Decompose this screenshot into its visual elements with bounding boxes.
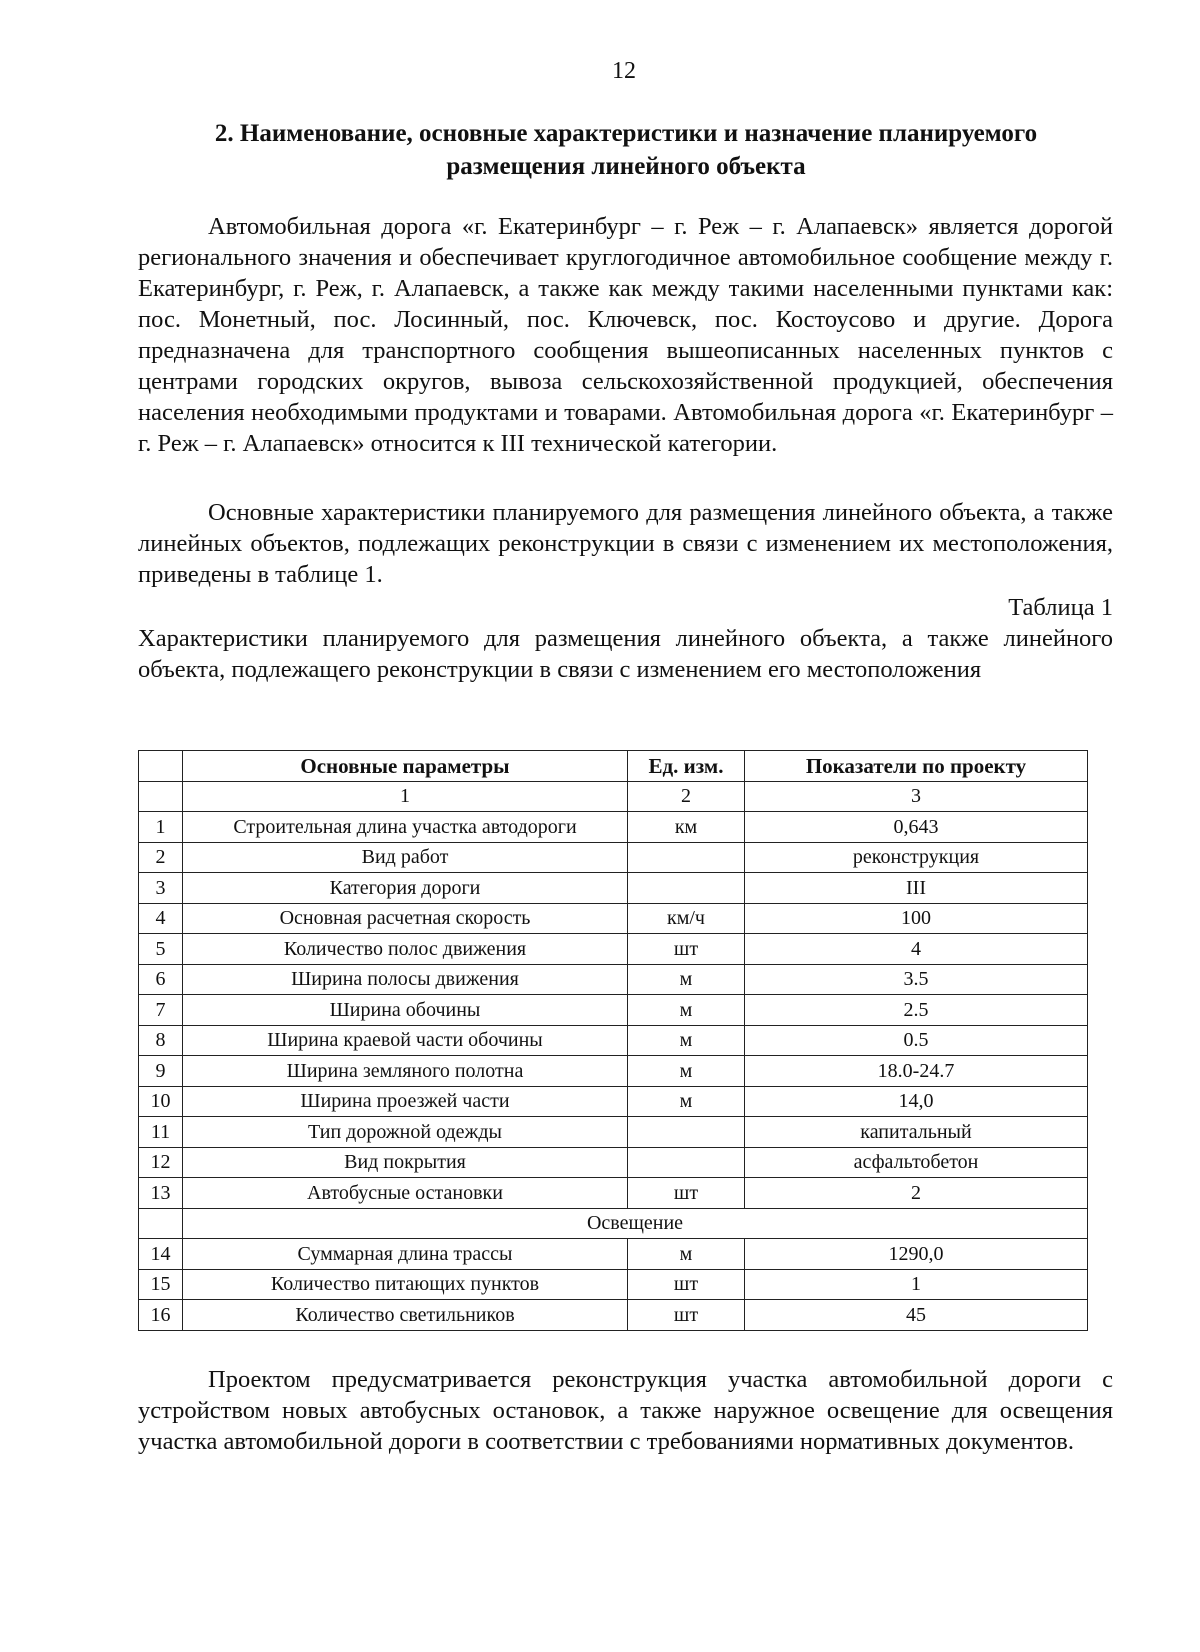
row-unit: м: [628, 964, 745, 995]
table-section-row: [139, 1208, 1088, 1239]
row-number: 7: [139, 995, 183, 1026]
table-row: [139, 964, 1088, 995]
row-value: реконструкция: [745, 842, 1088, 873]
table-row: [139, 1025, 1088, 1056]
row-parameter: Суммарная длина трассы: [183, 1239, 628, 1270]
row-number: 13: [139, 1178, 183, 1209]
row-value: 0.5: [745, 1025, 1088, 1056]
row-unit: [628, 1147, 745, 1178]
row-parameter: Ширина краевой части обочины: [183, 1025, 628, 1056]
table-row: [139, 1178, 1088, 1209]
section-title: [140, 117, 1112, 183]
colnum-unit: 2: [628, 781, 745, 812]
row-value: 0,643: [745, 812, 1088, 843]
row-value: 1: [745, 1269, 1088, 1300]
row-parameter: Количество полос движения: [183, 934, 628, 965]
row-parameter: Основная расчетная скорость: [183, 903, 628, 934]
table-row: [139, 812, 1088, 843]
row-number: 3: [139, 873, 183, 904]
row-unit: шт: [628, 1269, 745, 1300]
table-row: [139, 1300, 1088, 1331]
table-column-numbers-row: [139, 781, 1088, 812]
row-value: 2: [745, 1178, 1088, 1209]
row-number: 10: [139, 1086, 183, 1117]
table-row: [139, 1056, 1088, 1087]
table-section-lighting: [139, 1208, 1088, 1239]
row-parameter: Вид работ: [183, 842, 628, 873]
row-number: 2: [139, 842, 183, 873]
row-parameter: Ширина проезжей части: [183, 1086, 628, 1117]
table-header-row: [139, 751, 1088, 782]
section-title-line-2: размещения линейного объекта: [446, 153, 806, 180]
row-unit: [628, 1117, 745, 1148]
table-row: [139, 1086, 1088, 1117]
table-caption: Характеристики планируемого для размещения линейного объекта, а также линейного объекта, подлежащего реконструкции в связи с изменением его местоположения: [138, 625, 1113, 683]
row-number: 11: [139, 1117, 183, 1148]
section-label: Освещение: [183, 1208, 1088, 1239]
row-value: 45: [745, 1300, 1088, 1331]
table-row: [139, 995, 1088, 1026]
row-number: 12: [139, 1147, 183, 1178]
row-unit: шт: [628, 1178, 745, 1209]
table-body-lighting: [139, 1239, 1088, 1331]
row-value: 1290,0: [745, 1239, 1088, 1270]
row-unit: м: [628, 1086, 745, 1117]
row-value: 3.5: [745, 964, 1088, 995]
section-row-number-cell: [139, 1208, 183, 1239]
row-parameter: Ширина полосы движения: [183, 964, 628, 995]
row-unit: км/ч: [628, 903, 745, 934]
row-parameter: Количество светильников: [183, 1300, 628, 1331]
row-number: 4: [139, 903, 183, 934]
colnum-number: [139, 781, 183, 812]
page-number: 12: [612, 58, 636, 84]
row-unit: шт: [628, 934, 745, 965]
paragraph-road-description: Автомобильная дорога «г. Екатеринбург – г. Реж – г. Алапаевск» является дорогой регионального значения и обеспечивает круглогодичное автомобильное сообщение между г. Екатеринбург, г. Реж, г. Алапаевск, а также как между такими населенными пунктами как: пос. Монетный, пос. Лосинный, пос. Ключевск, пос. Костоусово и другие. Дорога предназначена для транспортного сообщения вышеописанных населенных пунктов с центрами городских округов, вывоза сельскохозяйственной продукцией, обеспечения населения необходимыми продуктами и товарами. Автомобильная дорога «г. Екатеринбург – г. Реж – г. Алапаевск» относится к III технической категории.: [138, 213, 1113, 457]
row-value: 18.0-24.7: [745, 1056, 1088, 1087]
row-value: III: [745, 873, 1088, 904]
table-row: [139, 903, 1088, 934]
row-parameter: Категория дороги: [183, 873, 628, 904]
row-number: 6: [139, 964, 183, 995]
table-row: [139, 934, 1088, 965]
row-parameter: Ширина земляного полотна: [183, 1056, 628, 1087]
table-body-main: [139, 812, 1088, 1209]
table-row: [139, 873, 1088, 904]
row-parameter: Ширина обочины: [183, 995, 628, 1026]
header-value: Показатели по проекту: [745, 751, 1088, 782]
table-row: [139, 1239, 1088, 1270]
table-row: [139, 1117, 1088, 1148]
row-parameter: Строительная длина участка автодороги: [183, 812, 628, 843]
table-row: [139, 842, 1088, 873]
row-unit: м: [628, 1239, 745, 1270]
table-label: Таблица 1: [1008, 594, 1113, 621]
row-number: 1: [139, 812, 183, 843]
header-unit: Ед. изм.: [628, 751, 745, 782]
row-unit: [628, 842, 745, 873]
row-unit: км: [628, 812, 745, 843]
row-unit: м: [628, 1056, 745, 1087]
colnum-parameter: 1: [183, 781, 628, 812]
row-unit: м: [628, 1025, 745, 1056]
row-value: капитальный: [745, 1117, 1088, 1148]
row-parameter: Тип дорожной одежды: [183, 1117, 628, 1148]
row-unit: м: [628, 995, 745, 1026]
table-row: [139, 1147, 1088, 1178]
parameters-table: [138, 750, 1088, 1331]
colnum-value: 3: [745, 781, 1088, 812]
row-parameter: Вид покрытия: [183, 1147, 628, 1178]
row-value: 100: [745, 903, 1088, 934]
row-unit: [628, 873, 745, 904]
row-value: 14,0: [745, 1086, 1088, 1117]
row-value: 4: [745, 934, 1088, 965]
row-number: 8: [139, 1025, 183, 1056]
header-number: [139, 751, 183, 782]
row-number: 16: [139, 1300, 183, 1331]
header-parameter: Основные параметры: [183, 751, 628, 782]
paragraph-project-scope: Проектом предусматривается реконструкция участка автомобильной дороги с устройством новых автобусных остановок, а также наружное освещение для освещения участка автомобильной дороги в соответствии с требованиями нормативных документов.: [138, 1366, 1113, 1455]
section-title-line-1: 2. Наименование, основные характеристики и назначение планируемого: [214, 120, 1038, 147]
table-row: [139, 1269, 1088, 1300]
row-number: 14: [139, 1239, 183, 1270]
row-parameter: Автобусные остановки: [183, 1178, 628, 1209]
row-value: 2.5: [745, 995, 1088, 1026]
row-number: 5: [139, 934, 183, 965]
row-parameter: Количество питающих пунктов: [183, 1269, 628, 1300]
paragraph-characteristics-intro: Основные характеристики планируемого для размещения линейного объекта, а также линейных объектов, подлежащих реконструкции в связи с изменением их местоположения, приведены в таблице 1.: [138, 499, 1113, 588]
row-unit: шт: [628, 1300, 745, 1331]
row-value: асфальтобетон: [745, 1147, 1088, 1178]
row-number: 9: [139, 1056, 183, 1087]
row-number: 15: [139, 1269, 183, 1300]
